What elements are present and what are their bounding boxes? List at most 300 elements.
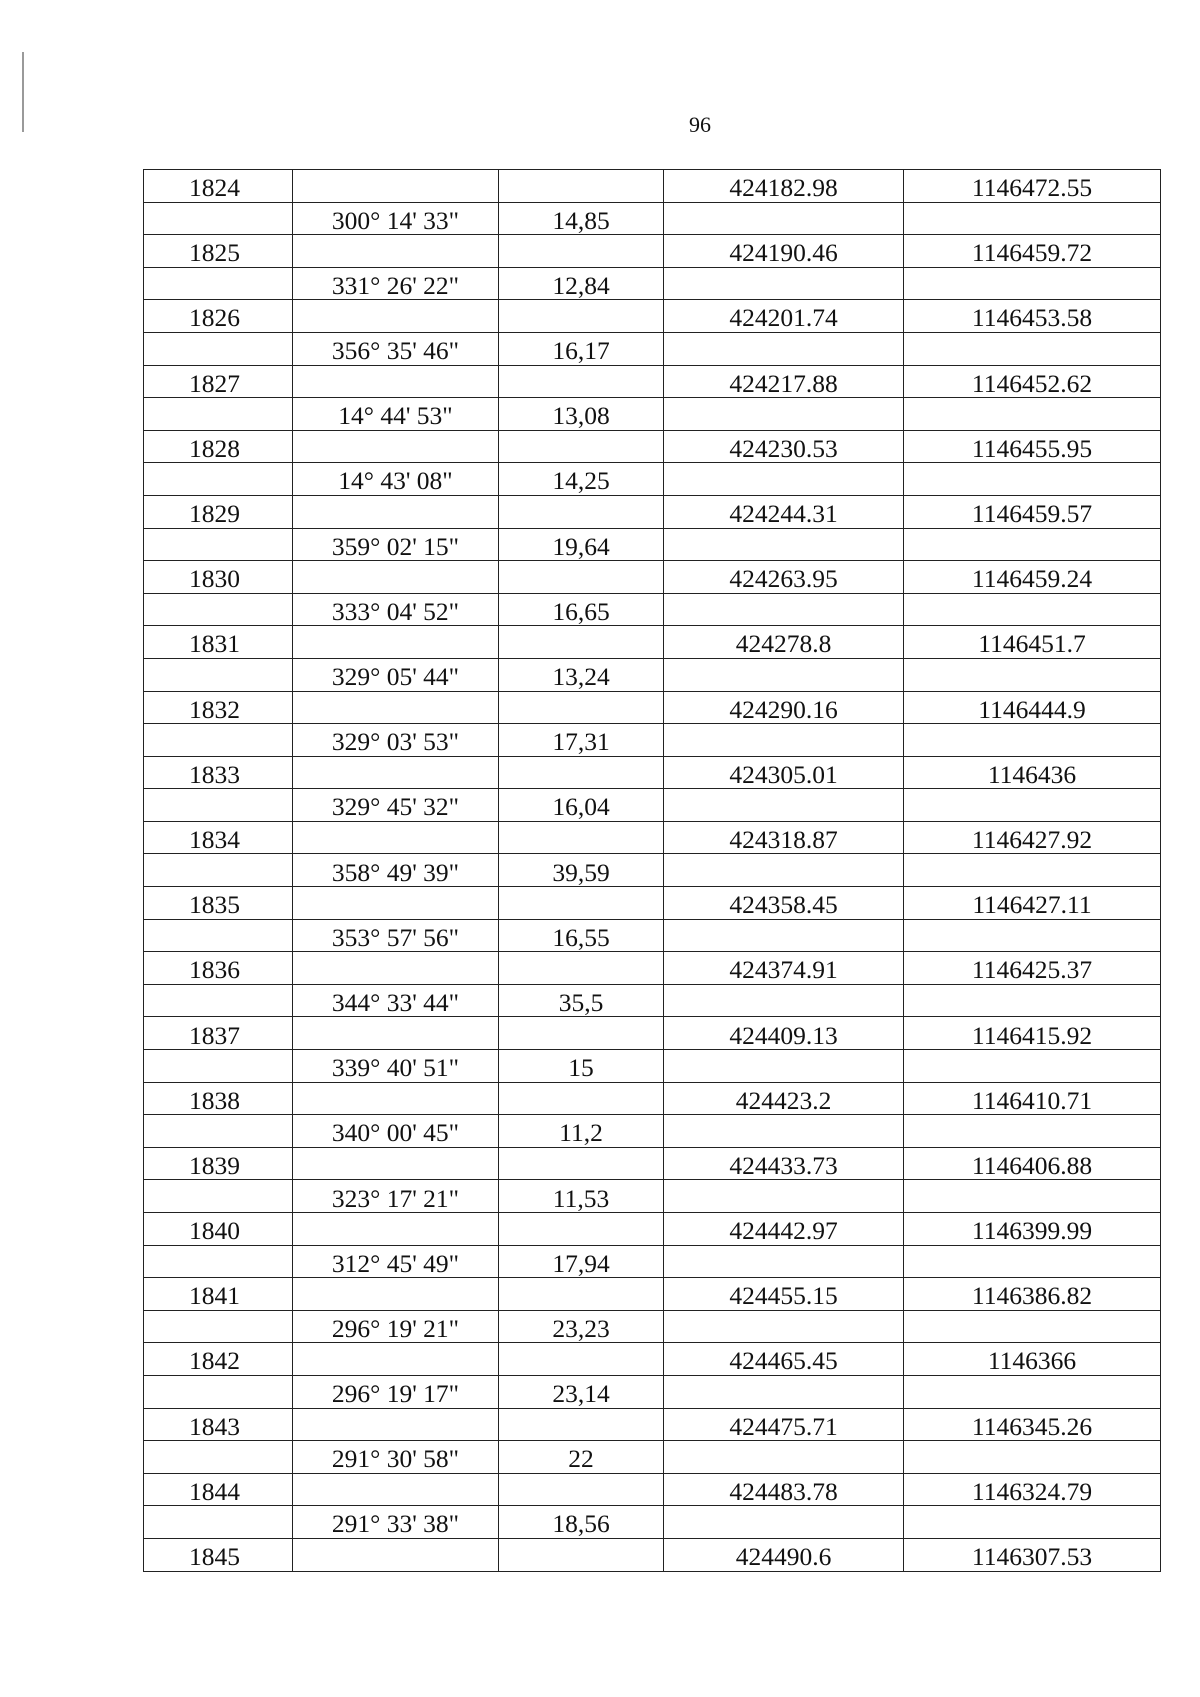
x-coordinate-cell	[664, 1408, 904, 1441]
x-coordinate-text: 424244.31	[729, 499, 838, 529]
table-body	[144, 170, 1161, 1572]
segment-row	[144, 984, 1161, 1017]
point-id-text: 1843	[189, 1411, 240, 1441]
coordinates-table	[143, 169, 1161, 1572]
x-coordinate-cell	[664, 1441, 904, 1474]
bearing-angle-cell	[293, 919, 499, 952]
y-coordinate-cell	[904, 1180, 1161, 1213]
distance-text: 23,14	[552, 1379, 610, 1409]
x-coordinate-cell	[664, 789, 904, 822]
x-coordinate-cell	[664, 658, 904, 691]
x-coordinate-text: 424290.16	[729, 694, 838, 724]
point-row	[144, 1278, 1161, 1311]
distance-cell	[499, 1147, 664, 1180]
x-coordinate-text: 424374.91	[729, 955, 838, 985]
point-row	[144, 1343, 1161, 1376]
x-coordinate-cell	[664, 1082, 904, 1115]
x-coordinate-cell	[664, 724, 904, 757]
x-coordinate-cell	[664, 398, 904, 431]
distance-cell	[499, 626, 664, 659]
distance-cell	[499, 1180, 664, 1213]
point-id-cell	[144, 854, 293, 887]
x-coordinate-cell	[664, 1473, 904, 1506]
bearing-angle-text: 359° 02' 15"	[331, 531, 460, 561]
x-coordinate-cell	[664, 691, 904, 724]
x-coordinate-cell	[664, 1538, 904, 1571]
y-coordinate-cell	[904, 1082, 1161, 1115]
x-coordinate-cell	[664, 593, 904, 626]
point-id-text: 1826	[189, 303, 240, 333]
y-coordinate-text: 1146453.58	[971, 303, 1093, 333]
point-id-text: 1829	[189, 499, 240, 529]
point-id-cell	[144, 1506, 293, 1539]
distance-text: 14,25	[552, 466, 610, 496]
segment-row	[144, 1310, 1161, 1343]
distance-cell	[499, 854, 664, 887]
distance-cell	[499, 1506, 664, 1539]
distance-text: 22	[568, 1444, 594, 1474]
x-coordinate-cell	[664, 561, 904, 594]
distance-cell	[499, 691, 664, 724]
distance-cell	[499, 495, 664, 528]
point-id-cell	[144, 724, 293, 757]
y-coordinate-cell	[904, 1310, 1161, 1343]
point-id-text: 1837	[189, 1020, 240, 1050]
bearing-angle-text: 358° 49' 39"	[331, 857, 460, 887]
x-coordinate-cell	[664, 1375, 904, 1408]
y-coordinate-cell	[904, 789, 1161, 822]
x-coordinate-cell	[664, 1115, 904, 1148]
bearing-angle-cell	[293, 1115, 499, 1148]
bearing-angle-cell	[293, 756, 499, 789]
x-coordinate-text: 424263.95	[729, 564, 838, 594]
x-coordinate-cell	[664, 1180, 904, 1213]
y-coordinate-cell	[904, 1115, 1161, 1148]
x-coordinate-cell	[664, 952, 904, 985]
x-coordinate-text: 424305.01	[729, 759, 838, 789]
y-coordinate-cell	[904, 952, 1161, 985]
distance-text: 13,08	[552, 401, 610, 431]
bearing-angle-cell	[293, 1147, 499, 1180]
y-coordinate-text: 1146436	[987, 759, 1077, 789]
bearing-angle-text: 329° 05' 44"	[331, 662, 460, 691]
distance-text: 18,56	[552, 1509, 610, 1539]
point-id-text: 1831	[189, 629, 240, 659]
segment-row	[144, 1050, 1161, 1083]
y-coordinate-cell	[904, 1408, 1161, 1441]
y-coordinate-cell	[904, 1506, 1161, 1539]
y-coordinate-cell	[904, 398, 1161, 431]
distance-cell	[499, 267, 664, 300]
point-id-cell	[144, 300, 293, 333]
point-id-cell	[144, 1408, 293, 1441]
point-id-cell	[144, 332, 293, 365]
y-coordinate-text: 1146459.72	[971, 238, 1093, 268]
segment-row	[144, 528, 1161, 561]
distance-cell	[499, 1473, 664, 1506]
distance-text: 16,65	[552, 596, 610, 626]
x-coordinate-cell	[664, 1050, 904, 1083]
bearing-angle-cell	[293, 952, 499, 985]
segment-row	[144, 789, 1161, 822]
bearing-angle-cell	[293, 332, 499, 365]
x-coordinate-cell	[664, 1213, 904, 1246]
y-coordinate-text: 1146406.88	[971, 1150, 1093, 1180]
distance-cell	[499, 1538, 664, 1571]
point-row	[144, 1017, 1161, 1050]
distance-cell	[499, 430, 664, 463]
point-id-cell	[144, 887, 293, 920]
distance-cell	[499, 463, 664, 496]
y-coordinate-cell	[904, 658, 1161, 691]
y-coordinate-cell	[904, 267, 1161, 300]
y-coordinate-text: 1146425.37	[971, 955, 1093, 985]
x-coordinate-cell	[664, 332, 904, 365]
distance-cell	[499, 1213, 664, 1246]
distance-text: 15	[568, 1053, 594, 1083]
segment-row	[144, 854, 1161, 887]
point-id-cell	[144, 1538, 293, 1571]
y-coordinate-cell	[904, 365, 1161, 398]
x-coordinate-text: 424201.74	[729, 303, 838, 333]
distance-text: 23,23	[552, 1313, 610, 1343]
point-id-cell	[144, 984, 293, 1017]
x-coordinate-text: 424442.97	[729, 1216, 838, 1246]
y-coordinate-text: 1146459.57	[971, 499, 1093, 529]
bearing-angle-text: 329° 03' 53"	[331, 727, 460, 757]
point-row	[144, 561, 1161, 594]
y-coordinate-cell	[904, 561, 1161, 594]
point-id-text: 1845	[189, 1542, 240, 1572]
point-id-cell	[144, 202, 293, 235]
x-coordinate-cell	[664, 756, 904, 789]
y-coordinate-cell	[904, 1441, 1161, 1474]
x-coordinate-cell	[664, 267, 904, 300]
y-coordinate-cell	[904, 724, 1161, 757]
x-coordinate-cell	[664, 235, 904, 268]
bearing-angle-text: 300° 14' 33"	[331, 205, 460, 235]
bearing-angle-text: 14° 44' 53"	[338, 401, 453, 431]
point-id-cell	[144, 756, 293, 789]
y-coordinate-text: 1146459.24	[971, 564, 1093, 594]
y-coordinate-cell	[904, 463, 1161, 496]
segment-row	[144, 1375, 1161, 1408]
distance-cell	[499, 984, 664, 1017]
segment-row	[144, 1441, 1161, 1474]
point-id-text: 1832	[189, 694, 240, 724]
bearing-angle-text: 339° 40' 51"	[331, 1053, 460, 1083]
x-coordinate-text: 424318.87	[729, 824, 838, 854]
distance-cell	[499, 1017, 664, 1050]
y-coordinate-cell	[904, 887, 1161, 920]
point-row	[144, 1473, 1161, 1506]
y-coordinate-cell	[904, 854, 1161, 887]
y-coordinate-cell	[904, 756, 1161, 789]
bearing-angle-text: 296° 19' 17"	[331, 1379, 460, 1409]
point-id-text: 1834	[189, 824, 240, 854]
y-coordinate-text: 1146451.7	[978, 629, 1086, 659]
point-id-cell	[144, 1310, 293, 1343]
point-id-cell	[144, 626, 293, 659]
point-id-cell	[144, 1441, 293, 1474]
y-coordinate-text: 1146427.92	[971, 824, 1093, 854]
y-coordinate-text: 1146399.99	[971, 1216, 1093, 1246]
x-coordinate-cell	[664, 300, 904, 333]
distance-cell	[499, 952, 664, 985]
bearing-angle-text: 329° 45' 32"	[331, 792, 460, 822]
distance-text: 11,2	[559, 1118, 603, 1148]
x-coordinate-cell	[664, 1245, 904, 1278]
point-row	[144, 691, 1161, 724]
point-id-text: 1835	[189, 890, 240, 920]
bearing-angle-cell	[293, 626, 499, 659]
y-coordinate-cell	[904, 593, 1161, 626]
x-coordinate-cell	[664, 1343, 904, 1376]
bearing-angle-cell	[293, 691, 499, 724]
bearing-angle-cell	[293, 235, 499, 268]
point-id-cell	[144, 1082, 293, 1115]
y-coordinate-text: 1146345.26	[971, 1411, 1093, 1441]
point-row	[144, 1408, 1161, 1441]
point-row	[144, 1538, 1161, 1571]
bearing-angle-cell	[293, 1310, 499, 1343]
x-coordinate-text: 424230.53	[729, 433, 838, 463]
bearing-angle-cell	[293, 398, 499, 431]
segment-row	[144, 463, 1161, 496]
distance-cell	[499, 1408, 664, 1441]
point-id-cell	[144, 821, 293, 854]
bearing-angle-cell	[293, 821, 499, 854]
segment-row	[144, 332, 1161, 365]
y-coordinate-cell	[904, 332, 1161, 365]
distance-cell	[499, 1375, 664, 1408]
point-id-cell	[144, 235, 293, 268]
y-coordinate-cell	[904, 1245, 1161, 1278]
point-id-text: 1838	[189, 1085, 240, 1115]
bearing-angle-cell	[293, 1343, 499, 1376]
distance-cell	[499, 1441, 664, 1474]
point-row	[144, 235, 1161, 268]
point-id-text: 1841	[189, 1281, 240, 1311]
x-coordinate-cell	[664, 463, 904, 496]
bearing-angle-text: 344° 33' 44"	[331, 987, 460, 1017]
point-id-cell	[144, 1213, 293, 1246]
y-coordinate-cell	[904, 300, 1161, 333]
x-coordinate-text: 424433.73	[729, 1150, 838, 1180]
y-coordinate-cell	[904, 170, 1161, 203]
bearing-angle-cell	[293, 1408, 499, 1441]
y-coordinate-cell	[904, 984, 1161, 1017]
bearing-angle-cell	[293, 267, 499, 300]
segment-row	[144, 1506, 1161, 1539]
segment-row	[144, 202, 1161, 235]
bearing-angle-cell	[293, 1506, 499, 1539]
distance-cell	[499, 1082, 664, 1115]
distance-cell	[499, 1278, 664, 1311]
point-id-cell	[144, 495, 293, 528]
segment-row	[144, 1115, 1161, 1148]
point-row	[144, 1213, 1161, 1246]
distance-cell	[499, 821, 664, 854]
point-row	[144, 300, 1161, 333]
bearing-angle-cell	[293, 1473, 499, 1506]
point-row	[144, 887, 1161, 920]
distance-text: 13,24	[552, 662, 610, 691]
distance-text: 14,85	[552, 205, 610, 235]
distance-text: 11,53	[552, 1183, 610, 1213]
y-coordinate-cell	[904, 1278, 1161, 1311]
distance-cell	[499, 1343, 664, 1376]
bearing-angle-text: 331° 26' 22"	[331, 270, 460, 300]
bearing-angle-cell	[293, 724, 499, 757]
distance-text: 16,17	[552, 336, 610, 366]
bearing-angle-text: 14° 43' 08"	[338, 466, 453, 496]
point-id-cell	[144, 691, 293, 724]
x-coordinate-cell	[664, 528, 904, 561]
segment-row	[144, 658, 1161, 691]
x-coordinate-cell	[664, 170, 904, 203]
point-id-cell	[144, 398, 293, 431]
y-coordinate-cell	[904, 528, 1161, 561]
bearing-angle-cell	[293, 430, 499, 463]
bearing-angle-cell	[293, 1375, 499, 1408]
segment-row	[144, 1245, 1161, 1278]
point-row	[144, 365, 1161, 398]
x-coordinate-text: 424278.8	[735, 629, 832, 659]
distance-text: 16,04	[552, 792, 610, 822]
distance-cell	[499, 528, 664, 561]
bearing-angle-cell	[293, 1082, 499, 1115]
bearing-angle-cell	[293, 202, 499, 235]
point-id-text: 1828	[189, 433, 240, 463]
y-coordinate-text: 1146366	[987, 1346, 1077, 1376]
bearing-angle-text: 296° 19' 21"	[331, 1313, 460, 1343]
y-coordinate-cell	[904, 1213, 1161, 1246]
y-coordinate-cell	[904, 1473, 1161, 1506]
y-coordinate-text: 1146386.82	[971, 1281, 1093, 1311]
point-id-cell	[144, 789, 293, 822]
y-coordinate-cell	[904, 1147, 1161, 1180]
point-id-cell	[144, 430, 293, 463]
distance-text: 17,31	[552, 727, 610, 757]
point-id-text: 1833	[189, 759, 240, 789]
x-coordinate-text: 424490.6	[735, 1542, 832, 1572]
x-coordinate-cell	[664, 1147, 904, 1180]
segment-row	[144, 724, 1161, 757]
point-id-cell	[144, 267, 293, 300]
x-coordinate-text: 424182.98	[729, 173, 838, 203]
distance-cell	[499, 561, 664, 594]
distance-cell	[499, 1050, 664, 1083]
x-coordinate-text: 424190.46	[729, 238, 838, 268]
bearing-angle-cell	[293, 789, 499, 822]
y-coordinate-cell	[904, 202, 1161, 235]
point-row	[144, 170, 1161, 203]
distance-text: 16,55	[552, 922, 610, 952]
distance-cell	[499, 170, 664, 203]
bearing-angle-text: 312° 45' 49"	[331, 1248, 460, 1278]
bearing-angle-text: 291° 30' 58"	[331, 1444, 460, 1474]
point-row	[144, 495, 1161, 528]
bearing-angle-cell	[293, 593, 499, 626]
x-coordinate-cell	[664, 626, 904, 659]
point-row	[144, 952, 1161, 985]
y-coordinate-cell	[904, 919, 1161, 952]
distance-text: 39,59	[552, 857, 610, 887]
point-id-text: 1836	[189, 955, 240, 985]
point-id-cell	[144, 658, 293, 691]
x-coordinate-text: 424217.88	[729, 368, 838, 398]
segment-row	[144, 593, 1161, 626]
x-coordinate-text: 424475.71	[729, 1411, 838, 1441]
distance-cell	[499, 789, 664, 822]
point-row	[144, 626, 1161, 659]
bearing-angle-cell	[293, 170, 499, 203]
point-row	[144, 430, 1161, 463]
distance-cell	[499, 1310, 664, 1343]
point-id-cell	[144, 1343, 293, 1376]
point-row	[144, 756, 1161, 789]
x-coordinate-cell	[664, 854, 904, 887]
y-coordinate-cell	[904, 1538, 1161, 1571]
distance-cell	[499, 235, 664, 268]
bearing-angle-cell	[293, 1278, 499, 1311]
point-id-text: 1830	[189, 564, 240, 594]
distance-cell	[499, 1115, 664, 1148]
x-coordinate-text: 424358.45	[729, 890, 838, 920]
x-coordinate-cell	[664, 1506, 904, 1539]
y-coordinate-cell	[904, 691, 1161, 724]
point-row	[144, 1147, 1161, 1180]
y-coordinate-text: 1146444.9	[978, 694, 1086, 724]
x-coordinate-text: 424423.2	[735, 1085, 832, 1115]
bearing-angle-cell	[293, 463, 499, 496]
bearing-angle-text: 353° 57' 56"	[331, 922, 460, 952]
y-coordinate-text: 1146427.11	[972, 890, 1092, 920]
x-coordinate-text: 424465.45	[729, 1346, 838, 1376]
segment-row	[144, 919, 1161, 952]
bearing-angle-cell	[293, 854, 499, 887]
point-id-text: 1825	[189, 238, 240, 268]
page-number: 96	[689, 112, 711, 137]
distance-text: 12,84	[552, 270, 610, 300]
point-id-cell	[144, 1278, 293, 1311]
bearing-angle-cell	[293, 365, 499, 398]
bearing-angle-cell	[293, 495, 499, 528]
bearing-angle-text: 333° 04' 52"	[331, 596, 460, 626]
y-coordinate-text: 1146410.71	[971, 1085, 1093, 1115]
distance-cell	[499, 887, 664, 920]
x-coordinate-text: 424483.78	[729, 1476, 838, 1506]
distance-text: 19,64	[552, 531, 610, 561]
point-id-text: 1824	[189, 173, 240, 203]
point-id-cell	[144, 1115, 293, 1148]
distance-cell	[499, 365, 664, 398]
bearing-angle-text: 340° 00' 45"	[331, 1118, 460, 1148]
distance-cell	[499, 300, 664, 333]
point-id-cell	[144, 1147, 293, 1180]
point-id-cell	[144, 463, 293, 496]
distance-cell	[499, 593, 664, 626]
distance-cell	[499, 756, 664, 789]
y-coordinate-text: 1146452.62	[971, 368, 1093, 398]
distance-cell	[499, 724, 664, 757]
y-coordinate-text: 1146455.95	[971, 433, 1093, 463]
point-id-cell	[144, 1245, 293, 1278]
bearing-angle-cell	[293, 887, 499, 920]
point-id-cell	[144, 1050, 293, 1083]
point-id-text: 1827	[189, 368, 240, 398]
